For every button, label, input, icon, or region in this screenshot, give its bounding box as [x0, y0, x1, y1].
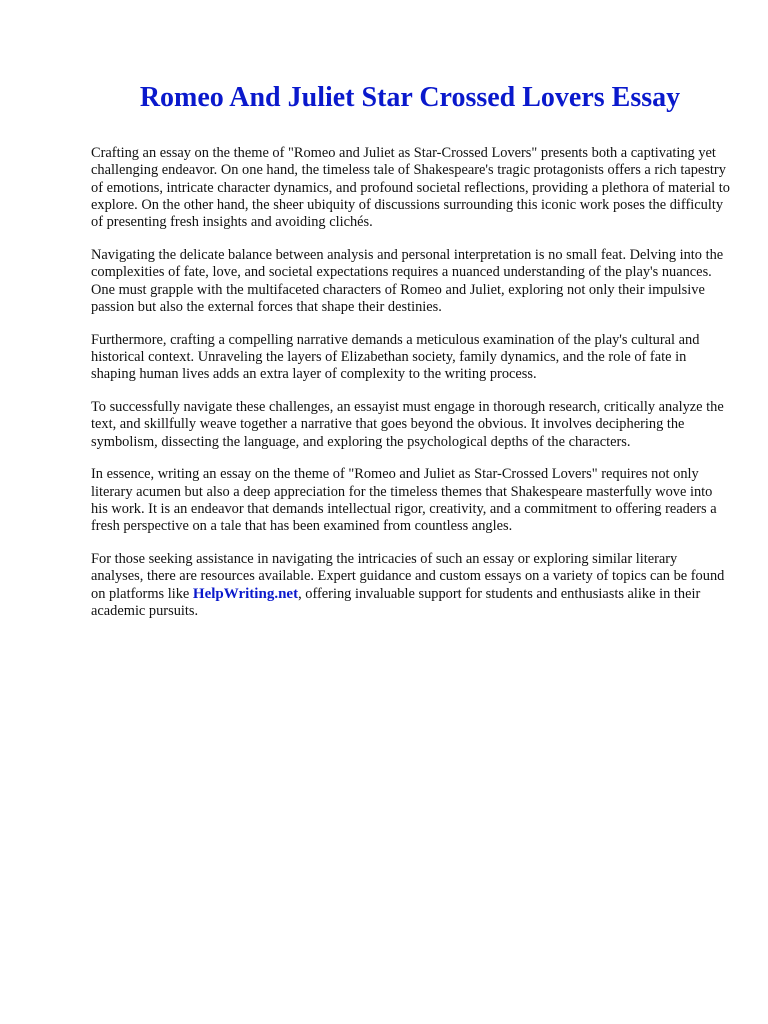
- page-title: Romeo And Juliet Star Crossed Lovers Essay: [139, 82, 681, 113]
- paragraph-3: Furthermore, crafting a compelling narrative demands a meticulous examination of the play's cultural and historical context. Unraveling the layers of Elizabethan society, family dynamics, and the role of fate in shaping human lives adds an extra layer of complexity to the writing process.: [91, 331, 700, 383]
- paragraph-4: To successfully navigate these challenges, an essayist must engage in thorough research, critically analyze the text, and skillfully weave together a narrative that goes beyond the obvious. It involves deciphering the symbolism, dissecting the language, and exploring the psychological depths of the characters.: [91, 399, 724, 450]
- paragraph-6: [91, 551, 731, 620]
- paragraph-2: Navigating the delicate balance between analysis and personal interpretation is no small feat. Delving into the complexities of fate, love, and societal expectations requires a nuanced understanding of the play's nuances. One must grapple with the multifaceted characters of Romeo and Juliet, exploring not only their impulsive passion but also the external forces that shape their destinies.: [91, 246, 724, 315]
- helpwriting-link[interactable]: HelpWriting.net: [192, 585, 299, 602]
- paragraph-5: In essence, writing an essay on the theme of "Romeo and Juliet as Star-Crossed Lovers" requires not only literary acumen but also a deep appreciation for the timeless themes that Shakespeare masterfully wove into his work. It is an endeavor that demands intellectual rigor, creativity, and a commitment to offering readers a fresh perspective on a tale that has been examined from countless angles.: [91, 466, 717, 535]
- paragraph-1: Crafting an essay on the theme of "Romeo and Juliet as Star-Crossed Lovers" presents both a captivating yet challenging endeavor. On one hand, the timeless tale of Shakespeare's tragic protagonists offers a rich tapestry of emotions, intricate character dynamics, and profound societal reflections, providing a plethora of material to explore. On the other hand, the sheer ubiquity of discussions surrounding this iconic work poses the difficulty of presenting fresh insights and avoiding clichés.: [91, 145, 730, 231]
- paragraph-6-text-after-link: , offering invaluable support for students and enthusiasts alike in their academic pursuits.: [91, 585, 701, 620]
- paragraph-6-text-before-link: For those seeking assistance in navigating the intricacies of such an essay or exploring similar literary analyses, there are resources available. Expert guidance and custom essays on a variety of topics can be found on platforms like: [91, 551, 725, 602]
- essay-body: [91, 145, 731, 636]
